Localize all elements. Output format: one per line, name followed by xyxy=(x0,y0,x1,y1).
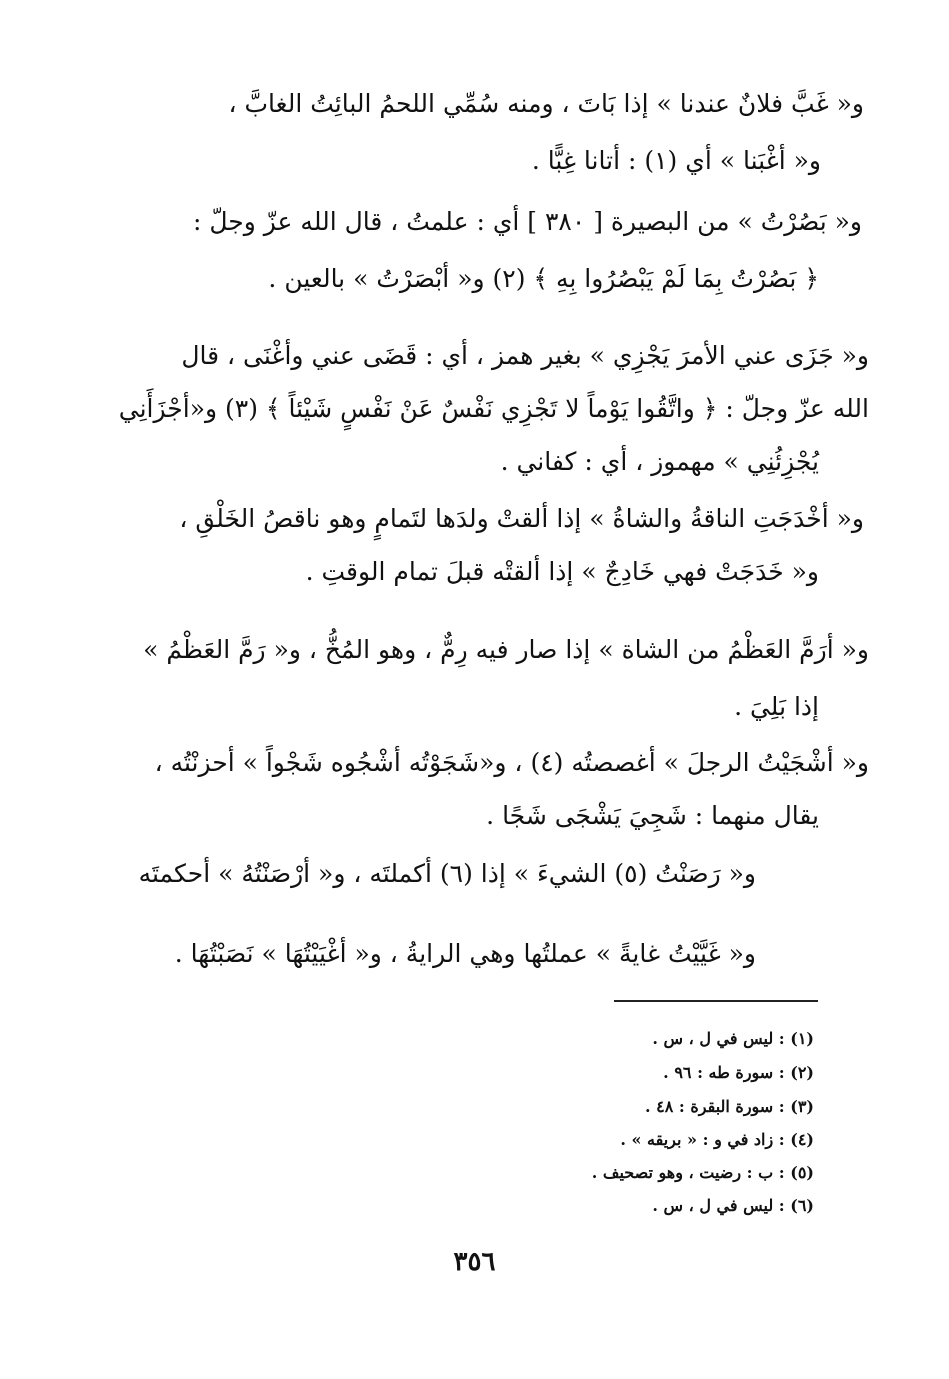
entry-6-line-1: و« أشْجَيْتُ الرجلَ » أغصصتُه (٤) ، و«شَجَوْتُه أشْجُوه شَجْواً » أحزنْتُه ، xyxy=(154,748,869,777)
footnote-separator xyxy=(614,1000,818,1002)
entry-6-line-2: يقال منهما : شَجِيَ يَشْجَى شَجًا . xyxy=(486,801,819,830)
entry-5-line-1: و« أرَمَّ العَظْمُ من الشاة » إذا صار فيه رِمٌّ ، وهو المُخُّ ، و« رَمَّ العَظْمُ » xyxy=(143,635,869,664)
entry-1-line-2: و« أغْبَنا » أي (١) : أتانا غِبًّا . xyxy=(531,146,821,175)
page-number: ٣٥٦ xyxy=(453,1247,496,1277)
footnote-3: (٣) : سورة البقرة : ٤٨ . xyxy=(645,1097,814,1116)
footnote-1: (١) : ليس في ل ، س . xyxy=(652,1029,814,1048)
footnote-2: (٢) : سورة طه : ٩٦ . xyxy=(663,1063,814,1082)
entry-5-line-2: إذا بَلِيَ . xyxy=(734,692,819,721)
entry-2-line-1: و« بَصُرْتُ » من البصيرة [ ٣٨٠ ] أي : علمتُ ، قال الله عزّ وجلّ : xyxy=(192,207,862,236)
entry-4-line-1: و« أخْدَجَتِ الناقةُ والشاةُ » إذا ألقتْ ولدَها لتَمامٍ وهو ناقصُ الخَلْقِ ، xyxy=(179,504,864,533)
entry-8-line-1: و« غَيَّيْتُ غايةً » عملتُها وهي الرايةُ ، و« أغْيَيْتُهَا » نَصَبْتُهَا . xyxy=(174,939,756,968)
entry-1-line-1: و« غَبَّ فلانٌ عندنا » إذا بَاتَ ، ومنه سُمِّي اللحمُ البائِتُ الغابَّ ، xyxy=(228,89,864,118)
footnote-5: (٥) : ب : رضيت ، وهو تصحيف . xyxy=(591,1163,814,1182)
entry-2-line-2: ﴿ بَصُرْتُ بِمَا لَمْ يَبْصُرُوا بِهِ ﴾ (٢) و« أبْصَرْتُ » بالعين . xyxy=(268,264,819,293)
entry-3-line-2: الله عزّ وجلّ : ﴿ واتَّقُوا يَوْماً لا تَجْزِي نَفْسٌ عَنْ نَفْسٍ شَيْئاً ﴾ (٣) و«أجْزَأَنِي xyxy=(118,394,869,423)
entry-3-line-3: يُجْزِئُنِي » مهموز ، أي : كفاني . xyxy=(500,447,819,476)
entry-7-line-1: و« رَصَنْتُ (٥) الشيءَ » إذا (٦) أكملتَه ، و« أرْصَنْتُهُ » أحكمتَه xyxy=(138,859,756,888)
footnote-6: (٦) : ليس في ل ، س . xyxy=(652,1196,814,1215)
entry-3-line-1: و« جَزَى عني الأمرَ يَجْزِي » بغير همز ، أي : قَضَى عني وأغْنَى ، قال xyxy=(181,341,869,370)
footnote-4: (٤) : زاد في و : « بريقه » . xyxy=(620,1130,814,1149)
entry-4-line-2: و« خَدَجَتْ فهي خَادِجٌ » إذا ألقتْه قبلَ تمام الوقتِ . xyxy=(305,557,819,586)
